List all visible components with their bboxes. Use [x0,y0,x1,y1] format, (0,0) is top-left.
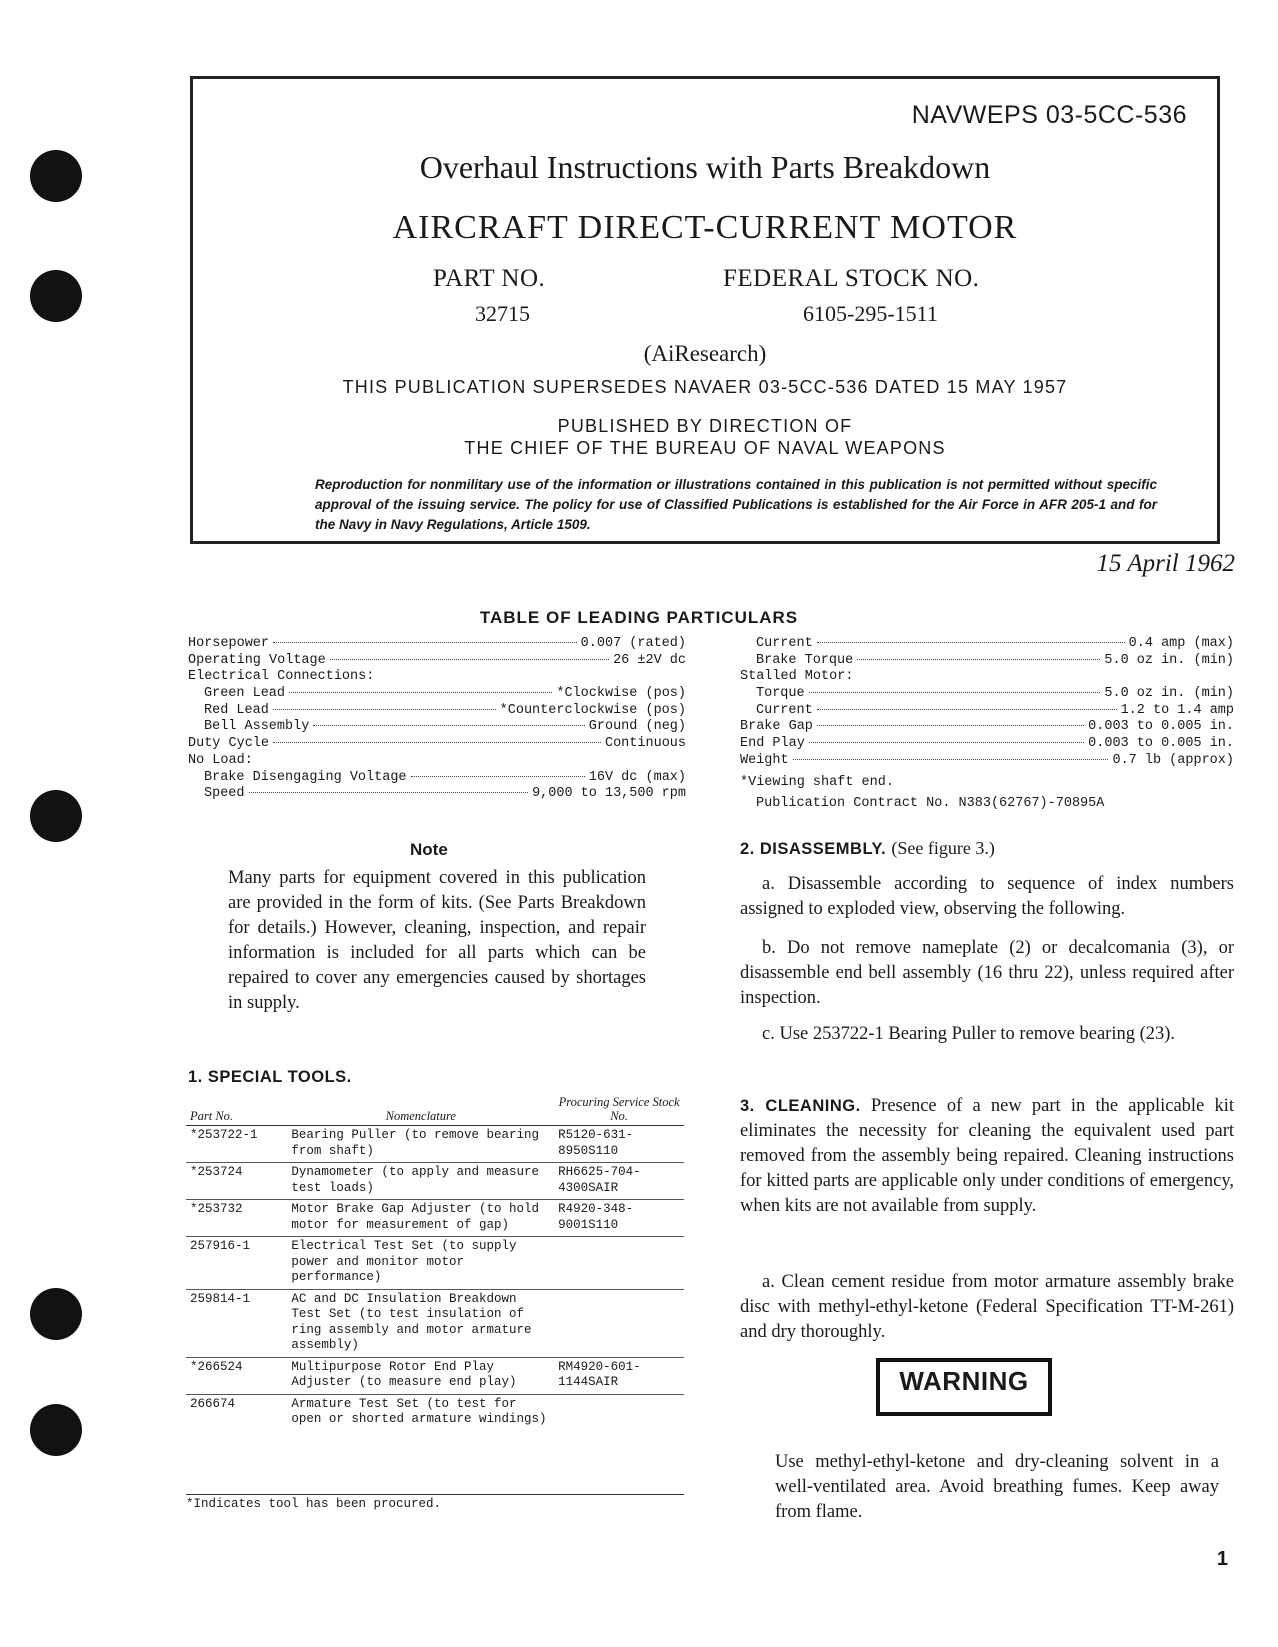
particulars-row [188,703,686,720]
particulars-row [188,653,686,670]
particulars-row [188,686,686,703]
particular-label: Red Lead [204,702,269,718]
document-number: NAVWEPS 03-5CC-536 [911,101,1187,129]
column-header: Part No. [186,1093,287,1126]
particulars-row [740,686,1234,703]
dot-leader [809,692,1101,693]
particulars-title: TABLE OF LEADING PARTICULARS [479,608,799,627]
particular-label: Brake Gap [740,719,813,735]
table-row [186,1200,684,1237]
particular-label: Torque [756,686,805,702]
particulars-row [740,753,1234,770]
disassembly-step-c: c. Use 253722-1 Bearing Puller to remove bearing (23). [762,1024,1176,1044]
dot-leader [273,642,577,643]
particular-value: 0.4 amp (max) [1128,636,1234,651]
tool-part-number: *253722-1 [186,1126,287,1163]
table-row [186,1237,684,1290]
tool-nomenclature: Bearing Puller (to remove bearing from shaft) [287,1126,554,1163]
table-row [186,1163,684,1200]
particular-value: 9,000 to 13,500 rpm [532,786,686,802]
part-number-label: PART NO. [433,265,546,292]
cleaning-step-a: a. Clean cement residue from motor armature assembly brake disc with methyl-ethyl-ketone (Federal Specification TT-M-261) and dry thoroughly. [740,1272,1234,1342]
particulars-group-label: Stalled Motor: [740,669,854,685]
dot-leader [289,692,552,693]
binder-hole-5 [30,1404,82,1456]
tool-part-number: 266674 [190,1396,236,1411]
particulars-row [188,736,686,753]
particular-value: 5.0 oz in. (min) [1104,652,1234,668]
tool-part-number: *253724 [186,1163,287,1200]
tool-nomenclature: Multipurpose Rotor End Play Adjuster (to measure end play) [287,1357,554,1394]
title-block [190,76,1220,544]
binder-hole-1 [30,150,82,202]
binder-hole-3 [30,790,82,842]
tool-part-number: 257916-1 [186,1237,287,1290]
particulars-row [188,636,686,653]
disassembly-step-b: b. Do not remove nameplate (2) or decalcomania (3), or disassemble end bell assembly (16 thru 22), unless required after inspection. [740,938,1234,1008]
particulars-left-column [188,636,686,803]
disassembly-heading [740,838,995,859]
dot-leader [249,792,529,793]
tool-stock-number: RM4920-601-1144SAIR [554,1357,684,1394]
dot-leader [817,709,1117,710]
particulars-group-label: Electrical Connections: [188,669,375,685]
particular-label: Weight [740,752,789,768]
publication-date: 15 April 1962 [1096,550,1235,577]
particular-value: *Counterclockwise (pos) [499,702,686,718]
particulars-right-column [740,636,1234,770]
dot-leader [817,725,1084,726]
warning-label: WARNING [899,1366,1029,1396]
particular-value: 26 ±2V dc [613,652,686,668]
published-by [193,415,1217,459]
dot-leader [809,742,1084,743]
cleaning-intro: Presence of a new part in the applicable kit eliminates the necessity for cleaning the equivalent used part removed from the assembly being repaired. Cleaning instructions for kitted parts are applicable only under conditions of emergency, when kits are not available from supply. [740,1096,1234,1216]
particulars-row [188,770,686,787]
tool-stock-number [554,1394,684,1431]
particular-value: 0.7 lb (approx) [1112,752,1234,768]
special-tools-heading: 1. SPECIAL TOOLS. [188,1068,352,1086]
warning-text: Use methyl-ethyl-ketone and dry-cleaning solvent in a well-ventilated area. Avoid breathing fumes. Keep away from flame. [775,1452,1219,1522]
note-heading: Note [410,840,448,859]
document-title: Overhaul Instructions with Parts Breakdown [419,149,991,185]
dot-leader [313,725,584,726]
column-header: Procuring Service Stock No. [554,1093,684,1126]
particular-label: Duty Cycle [188,736,270,752]
published-line-1: PUBLISHED BY DIRECTION OF [557,416,853,436]
special-tools-footnote: *Indicates tool has been procured. [186,1494,684,1511]
particular-label: Brake Disengaging Voltage [204,769,407,785]
particular-value: 5.0 oz in. (min) [1104,686,1234,702]
particular-label: Horsepower [188,636,270,651]
particulars-footnote: *Viewing shaft end. [740,775,894,790]
particular-value: 0.007 (rated) [580,636,686,651]
binder-hole-2 [30,270,82,322]
cleaning-heading: 3. CLEANING. [740,1097,861,1115]
table-row [186,1357,684,1394]
contract-number: Publication Contract No. N383(62767)-70895A [756,796,1105,811]
tool-nomenclature: Electrical Test Set (to supply power and monitor motor performance) [287,1237,554,1290]
particular-label: Current [756,636,813,651]
supersedes-notice: THIS PUBLICATION SUPERSEDES NAVAER 03-5CC-536 DATED 15 MAY 1957 [342,377,1068,397]
part-number-value: 32715 [475,301,530,326]
particulars-group-label: No Load: [188,752,253,768]
particular-label: End Play [740,736,805,752]
table-row [186,1289,684,1357]
stock-number-label: FEDERAL STOCK NO. [723,265,980,292]
special-tools-table [186,1093,684,1431]
tool-stock-number: R5120-631-8950S110 [554,1126,684,1163]
tool-nomenclature: Motor Brake Gap Adjuster (to hold motor for measurement of gap) [287,1200,554,1237]
table-row [186,1394,684,1431]
tool-stock-number [554,1237,684,1290]
particulars-row [740,736,1234,753]
particular-value: 0.003 to 0.005 in. [1088,736,1234,752]
warning-box [876,1358,1052,1416]
note-text: Many parts for equipment covered in this publication are provided in the form of kits. (See Parts Breakdown for details.) However, cleaning, inspection, and repair information is included for all parts which can be repaired to cover any emergencies caused by shortages in supply. [228,868,646,1013]
table-row [186,1126,684,1163]
cleaning-section [740,1094,1234,1219]
tool-stock-number [554,1289,684,1357]
particulars-row [740,703,1234,720]
particular-value: 16V dc (max) [588,769,686,785]
disassembly-heading-text: 2. DISASSEMBLY. [740,840,887,858]
particulars-row [188,719,686,736]
disassembly-step-a: a. Disassemble according to sequence of index numbers assigned to exploded view, observing the following. [740,874,1234,919]
dot-leader [273,742,601,743]
tool-nomenclature: AC and DC Insulation Breakdown Test Set (to test insulation of ring assembly and motor armature assembly) [287,1289,554,1357]
reproduction-notice: Reproduction for nonmilitary use of the information or illustrations contained in this publication is not permitted without specific approval of the issuing service. The policy for use of Classified Publications is established for the Air Force in AFR 205-1 and for the Navy in Navy Regulations, Article 1509. [315,477,1157,532]
particular-label: Green Lead [204,686,286,702]
particular-label: Operating Voltage [188,652,326,668]
tool-part-number: *253732 [186,1200,287,1237]
disassembly-figure-ref: (See figure 3.) [891,838,995,858]
tool-nomenclature: Armature Test Set (to test for open or shorted armature windings) [291,1396,547,1426]
particulars-row [740,636,1234,653]
dot-leader [793,759,1109,760]
tool-part-number: 259814-1 [186,1289,287,1357]
tool-stock-number: RH6625-704-4300SAIR [554,1163,684,1200]
particulars-row [188,786,686,803]
stock-number-value: 6105-295-1511 [803,301,938,326]
page-number: 1 [1216,1548,1228,1570]
tool-part-number: *266524 [186,1357,287,1394]
published-line-2: THE CHIEF OF THE BUREAU OF NAVAL WEAPONS [464,438,946,458]
tool-stock-number: R4920-348-9001S110 [554,1200,684,1237]
dot-leader [411,776,585,777]
particular-label: Brake Torque [756,652,854,668]
particulars-row [740,653,1234,670]
binder-hole-4 [30,1288,82,1340]
tool-nomenclature: Dynamometer (to apply and measure test loads) [287,1163,554,1200]
particular-value: 1.2 to 1.4 amp [1120,702,1234,718]
table-header-row [186,1093,684,1126]
particular-value: *Clockwise (pos) [556,686,686,702]
equipment-title: AIRCRAFT DIRECT-CURRENT MOTOR [392,209,1018,246]
column-header: Nomenclature [287,1093,554,1126]
particular-value: Ground (neg) [588,719,686,735]
dot-leader [273,709,496,710]
particular-label: Bell Assembly [204,719,310,735]
particulars-row [740,719,1234,736]
particular-label: Current [756,702,813,718]
dot-leader [857,659,1100,660]
manufacturer: (AiResearch) [643,341,767,366]
particular-value: Continuous [604,736,686,752]
dot-leader [817,642,1125,643]
particular-value: 0.003 to 0.005 in. [1088,719,1234,735]
particular-label: Speed [204,786,245,802]
dot-leader [330,659,609,660]
